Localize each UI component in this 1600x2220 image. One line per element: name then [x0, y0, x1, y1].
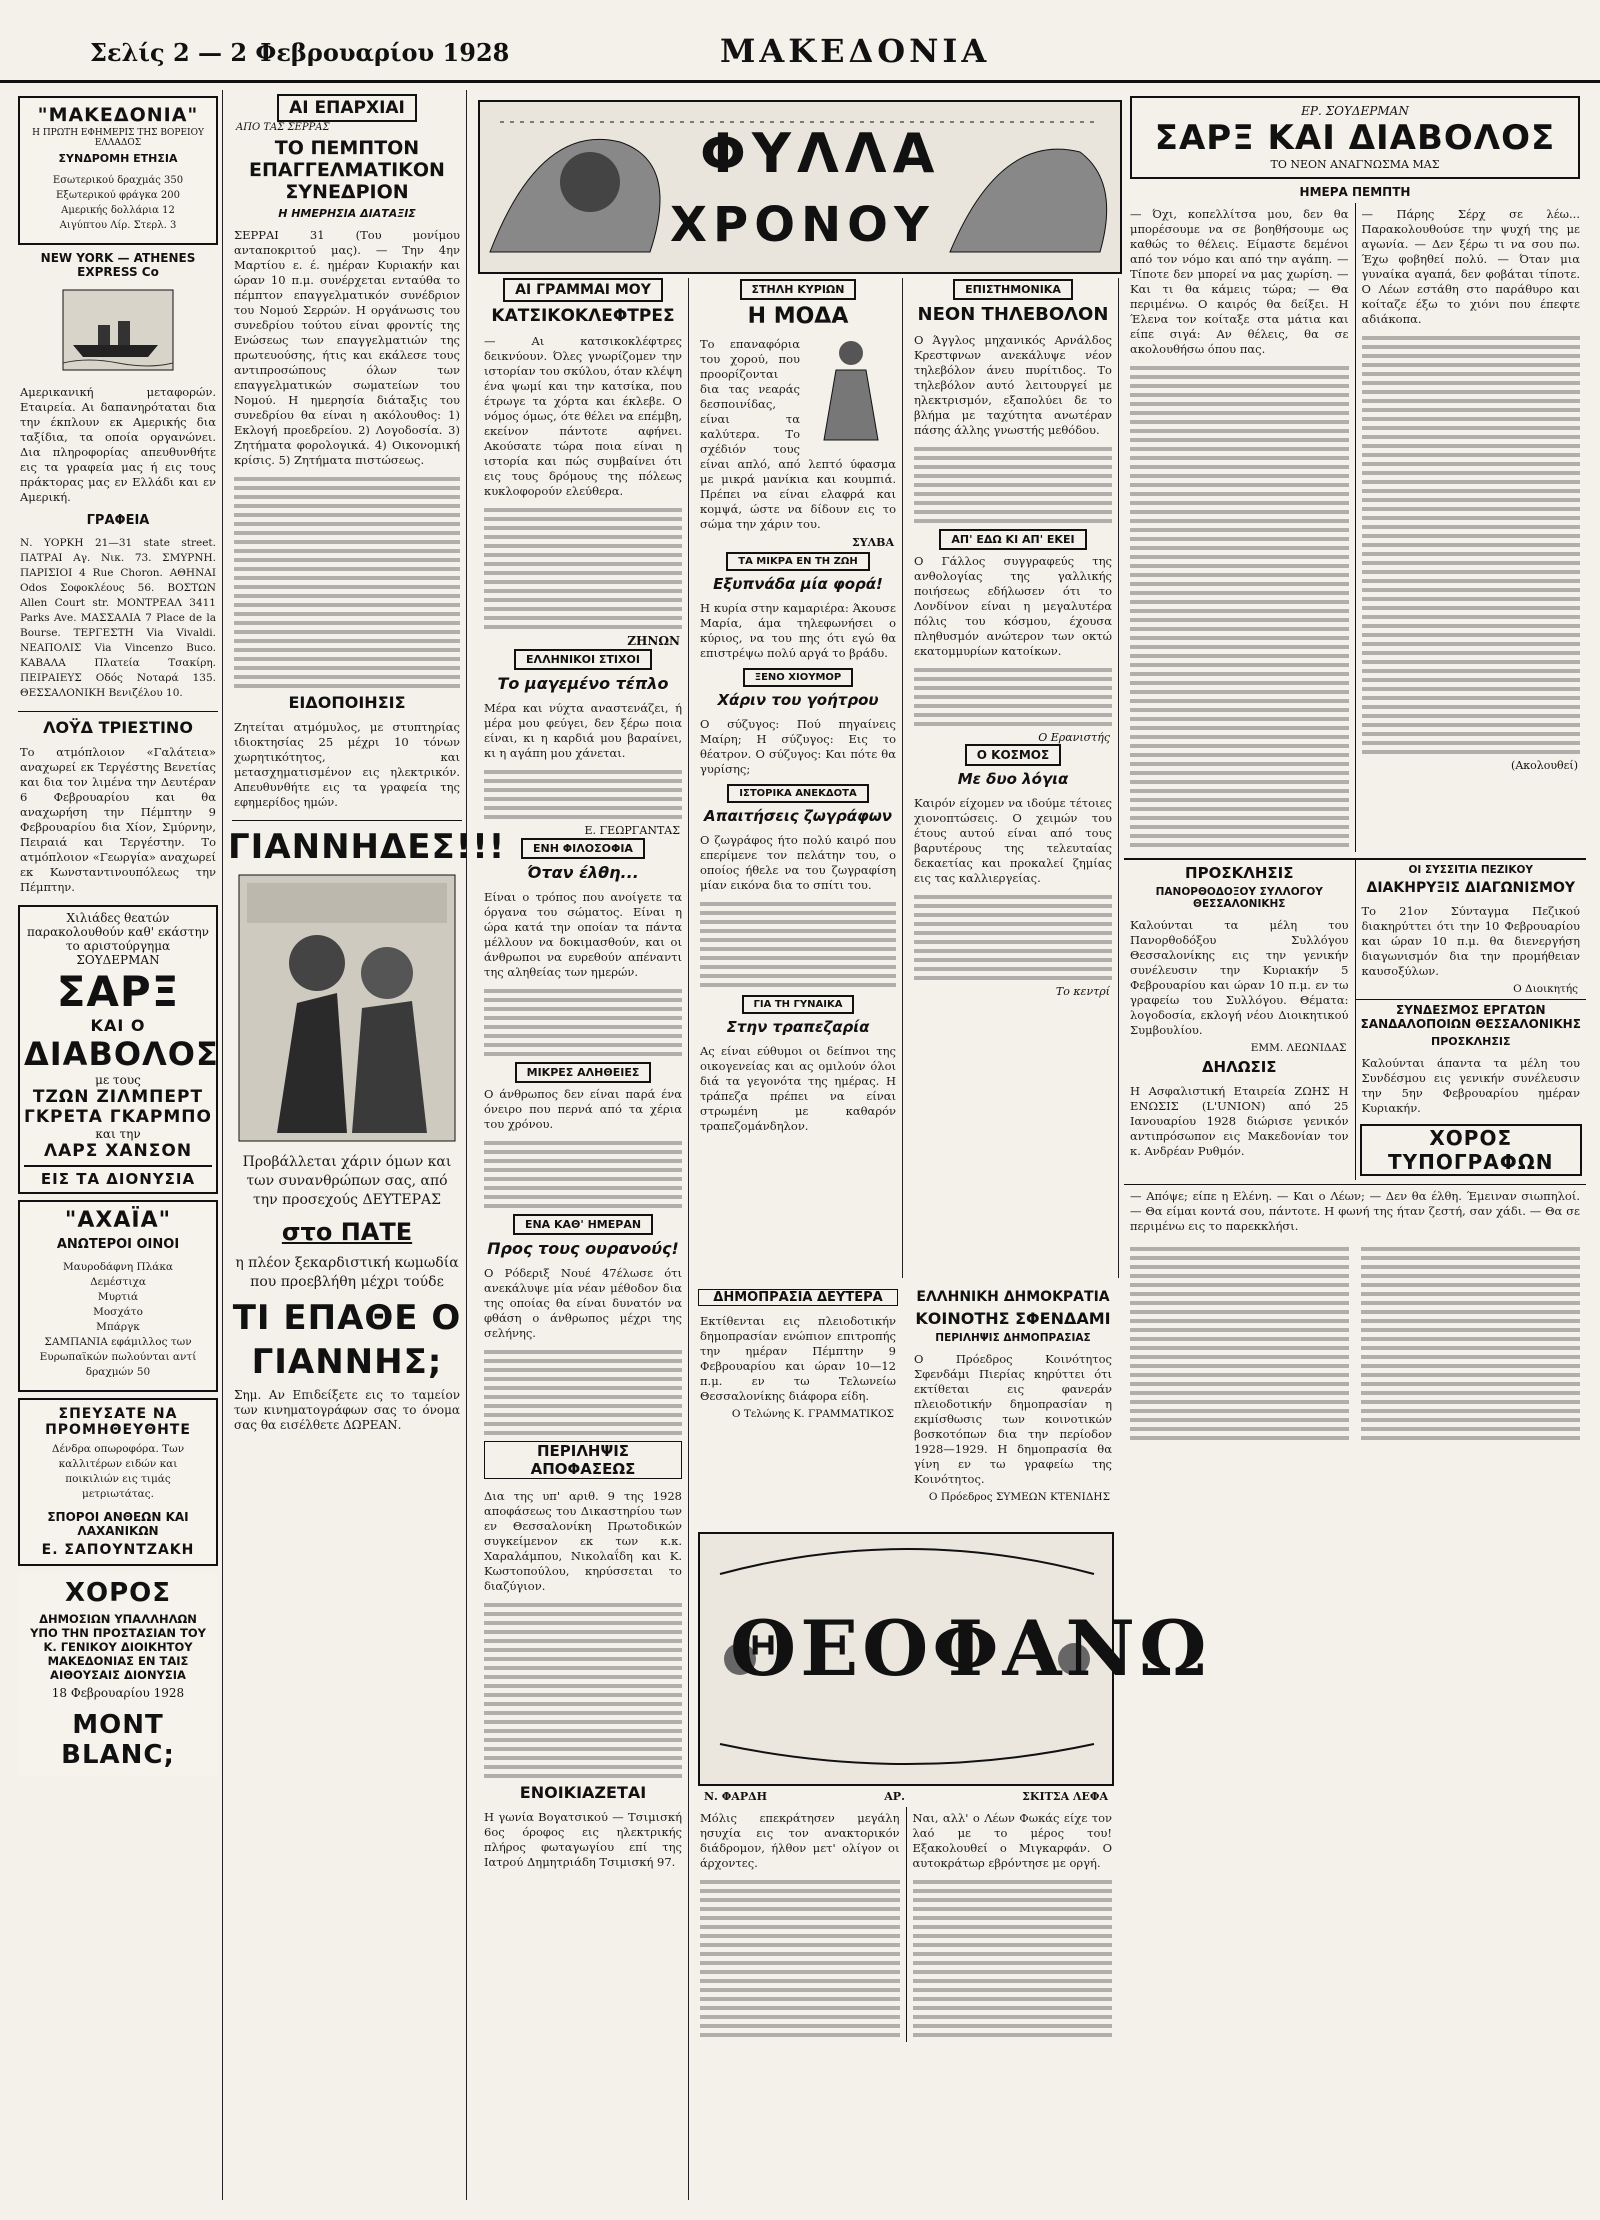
community-text: Ο Πρόεδρος Κοινότητος Σφενδάμι Πιερίας κηρύττει ότι εκτίθεται εις φανεράν πλειοδοτικήν δημοπρασίαν η εκμίσθωσις των κοινοτικών βοσκοτόπων δια την περίοδον 1928—1929. Η δημοπρασία θα γίνη εν τω γραφείω της Κοινότητος. — [914, 1352, 1112, 1486]
competition-text: Το 21ον Σύνταγμα Πεζικού διακηρύττει ότι την 10 Φεβρουαρίου και ώραν 10 π.μ. θα διενεργήση διαγωνισμόν δια την προμήθειαν καυσοξύλων. — [1361, 904, 1580, 978]
section-decision-summary: ΠΕΡΙΛΗΨΙΣ ΑΠΟΦΑΣΕΩΣ — [484, 1441, 682, 1479]
article-congress: ΣΕΡΡΑΙ 31 (Του μονίμου ανταποκριτού μας). — Την 4ην Μαρτίου ε. έ. ημέραν Κυριακήν και ώραν 10 π.μ. συνέρχεται ενταύθα το πέμπτον επαγγελματικόν συνέδριον του Νομού Σερρών. Η οργάνωσις του συνεδρίου τούτου είναι φροντίς της Ενώσεως των επαγγελματιών της πρωτευούσης, ήτις και εκάλεσε τους αντιπροσώπους όλων των επαγγελματικών σωματείων του Νομού. Η ημερησία διάταξις του συνεδρίου θα είναι η ακόλουθος: 1) Εκλογή προεδρείου. 2) Λογοδοσία. 3) Ζητήματα φορολογικά. 4) Οικονομική κρίσις. 5) Ζητήματα πιστώσεως. — [234, 228, 460, 467]
serial-day: ΗΜΕΡΑ ΠΕΜΠΤΗ — [1299, 185, 1411, 199]
article-when-comes: Είναι ο τρόπος που ανοίγετε τα όργανα του σώματος. Είναι η ώρα κατά την οποίαν τα πάντα μέλλουν να δοκιμασθούν, και οι άνθρωποι να ευρεθούν απέναντι της αληθείας των ημερών. — [484, 890, 682, 979]
express-title: NEW YORK — ATHENES EXPRESS Co — [40, 251, 196, 279]
page-header — [0, 0, 1600, 83]
theophano-panels — [694, 1807, 1118, 2042]
article-fashion: Το επαναφόρια του χορού, που προορίζονται δια τας νεαράς δεσποινίδας, είναι τα καλύτερα. Το σχέδιόν τους είναι απλό, από λεπτό ύφασμα με μικρά μανίκια και κουμπιά. Πρέπει να είναι ελαφρά και κομψά, ώστε να δίδουν εις το σώμα την χάριν του. — [700, 337, 896, 531]
page-number-date: Σελίς 2 — 2 Φεβρουαρίου 1928 — [90, 38, 510, 67]
serial-text-2: — Πάρης Σέρχ σε λέω... Παρακολουθούσε την ψυχή της με αγωνία. — Δεν ξέρω τι να σου πω. Έχω φοβηθεί πολύ. — Όταν μια γυναίκα αγαπά, δεν φοβάται τίποτε. Ο Λέων εστάθη στο παράθυρο και κοίταζε έξω το χιόνι που έπεφτε αδιάκοπα. — [1361, 207, 1580, 326]
community-subtitle-2: ΠΕΡΙΛΗΨΙΣ ΔΗΜΟΠΡΑΣΙΑΣ — [935, 1332, 1091, 1344]
notice-right — [1356, 860, 1587, 1180]
invite-text: Καλούνται τα μέλη του Πανορθοδόξου Συλλόγου Θεσσαλονίκης εις την γενικήν συνέλευσιν την Κυριακήν 5 Φεβρουαρίου και ώραν 10 π.μ. εν τω γραφείω του Συλλόγου. Θέματα: λογοδοσία, εκλογή νέου Διοικητικού Συμβουλίου. — [1130, 918, 1349, 1037]
article-painters: Ο ζωγράφος ήτο πολύ καιρό που επερίμενε τον πελάτην του, ο οποίος ήθελε να του ζωγραφίση μίαν εικόνα δια το σπίτι του. — [700, 833, 896, 892]
serial-col-left — [1124, 203, 1356, 852]
section-daily: ΕΝΑ ΚΑΘ' ΗΜΕΡΑΝ — [513, 1214, 653, 1235]
column-6 — [1124, 90, 1586, 2200]
community-title: ΕΛΛΗΝΙΚΗ ΔΗΜΟΚΡΑΤΙΑ — [916, 1289, 1110, 1305]
union-title: ΣΥΝΔΕΣΜΟΣ ΕΡΓΑΤΩΝ ΣΑΝΔΑΛΟΠΟΙΩΝ ΘΕΣΣΑΛΟΝΙΚΗΣ — [1356, 999, 1587, 1031]
seeds-text: Δένδρα οπωροφόρα. Των καλλιτέρων ειδών και ποικιλιών εις τιμάς μετριωτάτας. — [51, 1443, 185, 1500]
article-dining-room: Ας είναι εύθυμοι οι δείπνοι της οικογενείας και ας ομιλούν όλοι διά τα γεγονότα της ημέρας. Η τράπεζα πρέπει να είναι στρωμένη με καθαρόν τραπεζομάνδηλον. — [700, 1044, 896, 1133]
article-to-the-skies: Ο Ρόδεριξ Νουέ 47έλωσε ότι ανεκάλυψε μία νέαν μέθοδον δια της οποίας θα είναι δυνατόν να φθάση ο άνθρωπος μέχρι της σελήνης. — [484, 1266, 682, 1340]
union-text: Καλούνται άπαντα τα μέλη του Συνδέσμου εις γενικήν συνέλευσιν την 5ην Φεβρουαρίου ημέραν Κυριακήν. — [1361, 1056, 1580, 1115]
community-auction — [908, 1285, 1118, 1525]
film-ad-title-1: ΣΑΡΞ — [56, 967, 180, 1016]
panel-right-text: Ναι, αλλ' ο Λέων Φωκάς είχε τον λαό με το μέρος του! Εξακολουθεί ο Μιγκαρφάν. Ο αυτοκράτωρ εβρόντησε με οργή. — [912, 1811, 1112, 1870]
mont-blanc-ad: MONT BLANC; — [61, 1710, 175, 1770]
for-rent-text: Η γωνία Βογατσικού — Τσιμισκή 6ος όροφος εις ηλεκτρικής πλήρος φωταγωγίου επί της Ιατρού Δημητριάδη Τσιμισκή 97. — [484, 1810, 682, 1869]
panel-left — [694, 1807, 907, 2042]
film-ad-title-3: ΔΙΑΒΟΛΟΣ — [24, 1035, 219, 1073]
lloyd-title: ΛΟΫΔ ΤΡΙΕΣΤΙΝΟ — [43, 718, 193, 737]
section-greek-verses: ΕΛΛΗΝΙΚΟΙ ΣΤΙΧΟΙ — [514, 649, 652, 670]
banner-word-1: ΦΥΛΛΑ — [700, 122, 941, 185]
column-2 — [228, 90, 506, 2200]
notices-text: Ζητείται ατμόμυλος, με στυπτηρίας ιδιοκτησίας 25 μέχρι 10 τόνων χωρητικότητος, και μετασχηματισμένον εις ηλεκτρικόν. Απευθυνθήτε εις τα γραφεία της εφημερίδος ημών. — [234, 720, 460, 809]
poem-text: Μέρα και νύχτα αναστενάζει, ή μέρα μου φεύγει, δεν ξέρω ποια είναι, κι η καρδιά μου βαραίνει, κι η αγάπη μου χάνεται. — [484, 701, 682, 760]
lloyd-text: Το ατμόπλοιον «Γαλάτεια» αναχωρεί εκ Τεργέστης Βενετίας και δια τον λιμένα την Δευτέραν 6 Φεβρουαρίου και θα αναχωρήση την Πέμπτην 9 Φεβρουαρίου δια Χίον, Σμύρνην, Πειραιά και Τεργέστην. Το ατμόπλοιον «Γεωργία» αναχωρεί εκ Κωνσταντινουπόλεως την Πέμπτην. — [20, 745, 216, 894]
article-small-truths: Ο άνθρωπος δεν είναι παρά ένα όνειρο που περνά από τα χέρια του χρόνου. — [484, 1087, 682, 1131]
subscription-heading: ΣΥΝΔΡΟΜΗ ΕΤΗΣΙΑ — [58, 152, 178, 165]
film-ad-star-1: ΤΖΩΝ ΖΙΛΜΠΕΡΤ — [32, 1087, 204, 1107]
serial-text-3: — Απόψε; είπε η Ελένη. — Και ο Λέων; — Δεν θα έλθη. Έμειναν σιωπηλοί. — Θα είμαι κοντά σου, πάντοτε. Η φωνή της ήταν ζεστή, σαν χάδι. — Θα σε περιμένω εις το παρεκκλήσι. — [1130, 1189, 1580, 1233]
customs-auction — [694, 1285, 902, 1525]
what-happened-title: ΤΙ ΕΠΑΘΕ Ο ΓΙΑΝΝΗΣ; — [232, 1298, 462, 1382]
subscription-box — [18, 96, 218, 245]
subscription-title: "ΜΑΚΕΔΟΝΙΑ" — [37, 104, 199, 126]
customs-auction-text: Εκτίθενται εις πλειοδοτικήν δημοπρασίαν ενώπιον επιτροπής την ημέραν Πέμπτην 9 Φεβρουαρίου και ώραν 10—12 π.μ. εν τω Τελωνείω Θεσσαλονίκης διάφορα είδη. — [700, 1314, 896, 1403]
competition-title: ΔΙΑΚΗΡΥΞΙΣ ΔΙΑΓΩΝΙΣΜΟΥ — [1366, 880, 1575, 896]
article-cleverness: Η κυρία στην καμαριέρα: Άκουσε Μαρία, άμα τηλεφωνήσει ο κύριος, να του πης ότι εγώ θα επιστρέψω πολύ αργά το βράδυ. — [700, 601, 896, 660]
section-historical: ΙΣΤΟΡΙΚΑ ΑΝΕΚΔΟΤΑ — [727, 784, 868, 803]
film-ad-cinema: ΕΙΣ ΤΑ ΔΙΟΝΥΣΙΑ — [24, 1165, 212, 1188]
competition-sig: Ο Διοικητής — [1513, 983, 1578, 995]
credit-number: ΑΡ. — [884, 1790, 905, 1803]
article-goat-thieves: — Αι κατσικοκλέφτρες δεικνύουν. Όλες γνωρίζομεν την ιστορίαν του σκύλου, όταν κλέψη ένα ψωμί και την κατσίκα, που έτρωγε τα χόρτα και έκλεβε. Ο νόμος όμως, ότε θέλει να επέμβη, εκείνον πάντοτε αφήνει. Ακούσατε τώρα ποια είναι η ιστορία και πώς συμβαίνει ότι εις τους δρόμους της πόλεως κυκλοφορούν ελεύθερα. — [484, 334, 682, 498]
article-new-cannon: Ο Άγγλος μηχανικός Αρνάλδος Κρεστφνων ανεκάλυψε νέον τηλεβόλον άνευ πυρίτιδος. Το τηλεβόλον αυτό λειτουργεί με ηλεκτρισμόν, εξαπολύει δε το βλήμα με ταχύτητα ανωτέραν πάσης άλλης γνωστής μεθόδου. — [914, 333, 1112, 437]
subscription-rates: Εσωτερικού δραχμάς 350 Εξωτερικού φράγκα 200 Αμερικής δολλάρια 12 Αιγύπτου Λίρ. Στερλ. 3 — [52, 175, 184, 231]
notice-left — [1124, 860, 1356, 1180]
article-decision-summary: Δια της υπ' αριθ. 9 της 1928 αποφάσεως του Δικαστηρίου των εν Θεσσαλονίκη Πρωτοδικών συγκείμενον εκ των κ.κ. Χαραλάμπου, Νικολαΐδη και Κ. Κωστοπούλου, κηρύσσεται το διαζύγιον. — [484, 1489, 682, 1593]
union-subtitle: ΠΡΟΣΚΛΗΣΙΣ — [1431, 1035, 1511, 1048]
fashion-sketch — [806, 335, 896, 445]
subscription-subtitle: Η ΠΡΩΤΗ ΕΦΗΜΕΡΙΣ ΤΗΣ ΒΟΡΕΙΟΥ ΕΛΛΑΔΟΣ — [32, 128, 204, 148]
column-4 — [694, 278, 903, 1278]
film-ad-intro: Χιλιάδες θεατών παρακολουθούν καθ' εκάστην το αριστούργημα ΣΟΥΔΕΡΜΑΝ — [27, 911, 209, 967]
promo-text-2: η πλέον ξεκαρδιστική κωμωδία που προεβλήθη μέχρι τούδε — [235, 1255, 459, 1290]
article-two-words: Καιρόν είχομεν να ιδούμε τέτοιες χιονοπτώσεις. Ο χειμών του έτους αυτού είναι από τους βαρυτέρους της τελευταίας δεκαετίας και προκαλεί ζημίας εις τας καλλιεργείας. — [914, 796, 1112, 885]
seeds-name: Ε. ΣΑΠΟΥΝΤΖΑΚΗ — [41, 1542, 195, 1558]
headline-enchanted: Το μαγεμένο τέπλο — [497, 674, 669, 693]
offices-title: ΓΡΑΦΕΙΑ — [86, 513, 150, 528]
film-ad-star-2: ΓΚΡΕΤΑ ΓΚΑΡΜΠΟ — [24, 1107, 212, 1127]
section-philosophy: ΕΝΗ ΦΙΛΟΣΟΦΙΑ — [521, 838, 645, 859]
time-leaves-banner — [478, 100, 1122, 274]
community-subtitle: ΚΟΙΝΟΤΗΣ ΣΦΕΝΔΑΜΙ — [915, 1309, 1111, 1328]
headline-when-comes: Όταν έλθη... — [527, 863, 639, 882]
credit-sketches: ΣΚΙΤΣΑ ΛΕΦΑ — [1022, 1790, 1108, 1803]
signature-zenon: ΖΗΝΩΝ — [627, 634, 680, 648]
subhead-agenda: Η ΗΜΕΡΗΣΙΑ ΔΙΑΤΑΞΙΣ — [278, 207, 416, 220]
section-science: ΕΠΙΣΤΗΜΟΝΙΚΑ — [953, 279, 1073, 300]
serial-text-columns — [1124, 203, 1586, 852]
serial-author: ΕΡ. ΣΟΥΔΕΡΜΑΝ — [1301, 104, 1409, 118]
wine-subtitle: ΑΝΩΤΕΡΟΙ ΟΙΝΟΙ — [56, 1237, 180, 1252]
seeds-title: ΣΠΕΥΣΑΤΕ ΝΑ ΠΡΟΜΗΘΕΥΘΗΤΕ — [45, 1406, 191, 1438]
community-sig: Ο Πρόεδρος ΣΥΜΕΩΝ ΚΤΕΝΙΔΗΣ — [928, 1491, 1110, 1503]
headline-congress: ΤΟ ΠΕΜΠΤΟΝ ΕΠΑΓΓΕΛΜΑΤΙΚΟΝ ΣΥΝΕΔΡΙΟΝ — [249, 137, 445, 203]
headline-fashion: Η ΜΟΔΑ — [747, 304, 849, 329]
section-provinces: ΑΙ ΕΠΑΡΧΙΑΙ — [277, 94, 417, 122]
invite-subtitle: ΠΑΝΟΡΘΟΔΟΞΟΥ ΣΥΛΛΟΓΟΥ ΘΕΣΣΑΛΟΝΙΚΗΣ — [1155, 886, 1323, 910]
section-ladies: ΣΤΗΛΗ ΚΥΡΙΩΝ — [740, 279, 857, 300]
promo-text-1: Προβάλλεται χάριν όμων και των συνανθρώπων σας, από την προσεχούς ΔΕΥΤΕΡΑΣ — [242, 1154, 452, 1208]
signature-eranistis: Ο Ερανιστής — [1038, 731, 1110, 744]
serial-text-1: — Όχι, κοπελλίτσα μου, δεν θα μπορέσουμε να σε βοηθήσουμε ως καθώς το θέλεις. Είμαστε δεμένοι από τον νόμο και από την αγάπη. — Τίποτε δεν μπορεί να μας χωρίση. — Και τι θα κάμεις τώρα; — Θα περιμένω. Ο καιρός θα δείξει. Η Έλενα τον κοίταξε στα μάτια και είπε σιγά: Αν θέλεις, θα σε ακολουθήσω όπου πας. — [1130, 207, 1349, 356]
column-1 — [14, 90, 223, 2200]
invite-sig: ΕΜΜ. ΛΕΩΝΙΔΑΣ — [1250, 1042, 1347, 1054]
signature-georgantas: Ε. ΓΕΩΡΓΑΝΤΑΣ — [584, 824, 680, 837]
theophano-serial — [694, 1532, 1211, 2200]
promo-note: Σημ. Αν Επιδείξετε εις το ταμείον των κινηματογράφων σας το όνομα σας θα εισέλθετε ΔΩΡΕΑΝ. — [234, 1388, 460, 1432]
film-ad-with: με τους — [95, 1073, 141, 1087]
headline-two-words: Με δυο λόγια — [957, 770, 1069, 788]
serial-title: ΣΑΡΞ ΚΑΙ ΔΙΑΒΟΛΟΣ — [1154, 118, 1556, 158]
theophano-banner — [698, 1532, 1211, 1786]
promo-cinema: στο ΠΑΤΕ — [281, 1218, 413, 1246]
headline-cleverness: Εξυπνάδα μία φορά! — [713, 575, 883, 593]
headline-painters: Απαιτήσεις ζωγράφων — [703, 807, 892, 825]
for-rent-title: ΕΝΟΙΚΙΑΖΕΤΑΙ — [519, 1783, 647, 1802]
offices-text: Ν. ΥΟΡΚΗ 21—31 state street. ΠΑΤΡΑΙ Αγ. Νικ. 73. ΣΜΥΡΝΗ. ΠΑΡΙΣΙΟΙ 4 Rue Choron. ΑΘΗΝΑΙ Odos Σοφοκλέους 56. ΒΟΣΤΩΝ Allen Court str. ΜΟΝΤΡΕΑΛ 3411 Parks Ave. ΜΑΣΣΑΛΙΑ 7 Place de la Bourse. ΤΕΡΓΕΣΤΗ Via Vivaldi. ΝΕΑΠΟΛΙΣ Via Vincenzo Buco. ΚΑΒΑΛΑ Πλατεία Τσακίρη. ΠΕΙΡΑΙΕΥΣ Οδός Νοταρά 135. ΘΕΣΣΑΛΟΝΙΚΗ Βενιζέλου 10. — [20, 537, 216, 699]
customs-auction-sig: Ο Τελώνης Κ. ΓΡΑΜΜΑΤΙΚΟΣ — [731, 1408, 894, 1420]
wine-title: "ΑΧΑΪΑ" — [64, 1208, 172, 1233]
film-ad-star-3: ΛΑΡΣ ΧΑΝΣΟΝ — [43, 1141, 193, 1161]
theophano-credits — [694, 1786, 1118, 1807]
dance-title: ΧΟΡΟΣ — [64, 1578, 172, 1608]
article-prestige: Ο σύζυγος: Πού πηγαίνεις Μαίρη; Η σύζυγος: Εις το θέατρον. Ο σύζυγος: Και πότε θα γυρίσης; — [700, 717, 896, 776]
serial-banner — [1130, 96, 1580, 179]
column-3 — [478, 278, 689, 2200]
express-text: Αμερικανική μεταφορών. Εταιρεία. Αι δαπανηρόταται δια την έκπλουν εκ Αμερικής δια ταξίδια, τα οποία οργανώνει. Δια πληροφορίας απευθυνθήτε εις τα γραφεία μας ή εις τους πράκτορας μας εν Ελλάδι και εν Αμερική. — [20, 385, 216, 504]
serial-subtitle: ΤΟ ΝΕΟΝ ΑΝΑΓΝΩΣΜΑ ΜΑΣ — [1270, 158, 1440, 171]
serial-continuation — [1124, 1184, 1586, 1449]
section-small-things: ΤΑ ΜΙΚΡΑ ΕΝ ΤΗ ΖΩΗ — [726, 552, 870, 571]
declaration-text: Η Ασφαλιστική Εταιρεία ΖΩΗΣ Η ΕΝΩΣΙΣ (L'UNION) από 25 Ιανουαρίου 1928 διώρισε γενικόν αντιπρόσωπον εις Μακεδονίαν τον κ. Ανδρέαν Ρυθμόν. — [1130, 1084, 1349, 1158]
headline-prestige: Χάριν του γοήτρου — [717, 691, 879, 709]
customs-auction-title: ΔΗΜΟΠΡΑΣΙΑ ΔΕΥΤΕΡΑ — [698, 1289, 898, 1306]
headline-dining-room: Στην τραπεζαρία — [726, 1018, 870, 1036]
section-women: ΓΙΑ ΤΗ ΓΥΝΑΙΚΑ — [742, 995, 855, 1014]
section-foreign-humor: ΞΕΝΟ ΧΙΟΥΜΟΡ — [743, 668, 853, 687]
film-ad-title-2: ΚΑΙ Ο — [90, 1016, 146, 1035]
invite-title: ΠΡΟΣΚΛΗΣΙΣ — [1185, 864, 1294, 882]
masthead: ΜΑΚΕΔΟΝΙΑ — [720, 32, 991, 70]
credit-author: Ν. ΦΑΡΔΗ — [704, 1790, 768, 1803]
wine-text: Μαυροδάφνη Πλάκα Δεμέστιχα Μυρτιά Μοσχάτο Μπάργκ ΣΑΜΠΑΝΙΑ εφάμιλλος των Ευρωπαϊκών πωλούνται αντί δραχμών 50 — [39, 1261, 197, 1378]
seeds-ad — [18, 1398, 218, 1566]
wine-ad — [18, 1200, 218, 1392]
film-ad — [18, 905, 218, 1194]
column-5 — [908, 278, 1119, 1278]
headline-to-the-skies: Προς τους ουρανούς! — [487, 1239, 679, 1258]
declaration-title: ΔΗΛΩΣΙΣ — [1201, 1058, 1277, 1076]
banner-word-2: ΧΡΟΝΟΥ — [670, 197, 935, 253]
ship-illustration — [58, 285, 178, 375]
film-photo — [237, 873, 457, 1143]
giannides-title: ΓΙΑΝΝΗΔΕΣ!!! — [228, 827, 506, 867]
dance-ad — [18, 1572, 218, 1776]
notices-title: ΕΙΔΟΠΟΙΗΣΙΣ — [288, 693, 406, 712]
serial-col-right — [1356, 203, 1587, 852]
signature-kentri: Το κεντρί — [1055, 985, 1110, 998]
section-small-truths: ΜΙΚΡΕΣ ΑΛΗΘΕΙΕΣ — [515, 1062, 652, 1083]
competition-subtitle: ΟΙ ΣΥΣΣΙΤΙΑ ΠΕΖΙΚΟΥ — [1408, 864, 1533, 876]
signature-sylva: ΣΥΛΒΑ — [852, 536, 894, 549]
seeds-subtitle: ΣΠΟΡΟΙ ΑΝΘΕΩΝ ΚΑΙ ΛΑΧΑΝΙΚΩΝ — [47, 1510, 189, 1538]
printers-dance: ΧΟΡΟΣ ΤΥΠΟΓΡΑΦΩΝ — [1360, 1124, 1583, 1176]
dance-text: ΔΗΜΟΣΙΩΝ ΥΠΑΛΛΗΛΩΝ ΥΠΟ ΤΗΝ ΠΡΟΣΤΑΣΙΑΝ ΤΟΥ Κ. ΓΕΝΙΚΟΥ ΔΙΟΙΚΗΤΟΥ ΜΑΚΕΔΟΝΙΑΣ ΕΝ ΤΑΙΣ ΑΙΘΟΥΣΑΙΣ ΔΙΟΝΥΣΙΑ — [30, 1612, 206, 1682]
section-my-lines: ΑΙ ΓΡΑΜΜΑΙ ΜΟΥ — [503, 278, 663, 302]
panel-left-text: Μόλις επεκράτησεν μεγάλη ησυχία εις τον ανακτορικόν διάδρομον, ήλθον μετ' ολίγον οι άρχοντες. — [700, 1811, 900, 1870]
dance-date: 18 Φεβρουαρίου 1928 — [51, 1686, 185, 1700]
theophano-title: ΘΕΟΦΑΝΩ — [730, 1604, 1211, 1693]
headline-goat-thieves: ΚΑΤΣΙΚΟΚΛΕΦΤΡΕΣ — [491, 306, 675, 326]
panel-right — [907, 1807, 1119, 2042]
dateline: ΑΠΟ ΤΑΣ ΣΕΡΡΑΣ — [236, 122, 330, 133]
section-world: Ο ΚΟΣΜΟΣ — [965, 744, 1061, 766]
film-ad-and: και την — [95, 1127, 141, 1141]
notices-row — [1124, 858, 1586, 1180]
serial-continued: (Ακολουθεί) — [1511, 759, 1578, 772]
article-here-there: Ο Γάλλος συγγραφεύς της ανθολογίας της γαλλικής ποιήσεως εδήλωσεν ότι το Λονδίνον είναι η μεγαλυτέρα πόλις του κόσμου, έχουσα πληθυσμόν ανώτερον των οκτώ εκατομμυρίων κατοίκων. — [914, 554, 1112, 658]
headline-new-cannon: ΝΕΟΝ ΤΗΛΕΒΟΛΟΝ — [917, 304, 1109, 325]
section-here-there: ΑΠ' ΕΔΩ ΚΙ ΑΠ' ΕΚΕΙ — [939, 529, 1086, 550]
